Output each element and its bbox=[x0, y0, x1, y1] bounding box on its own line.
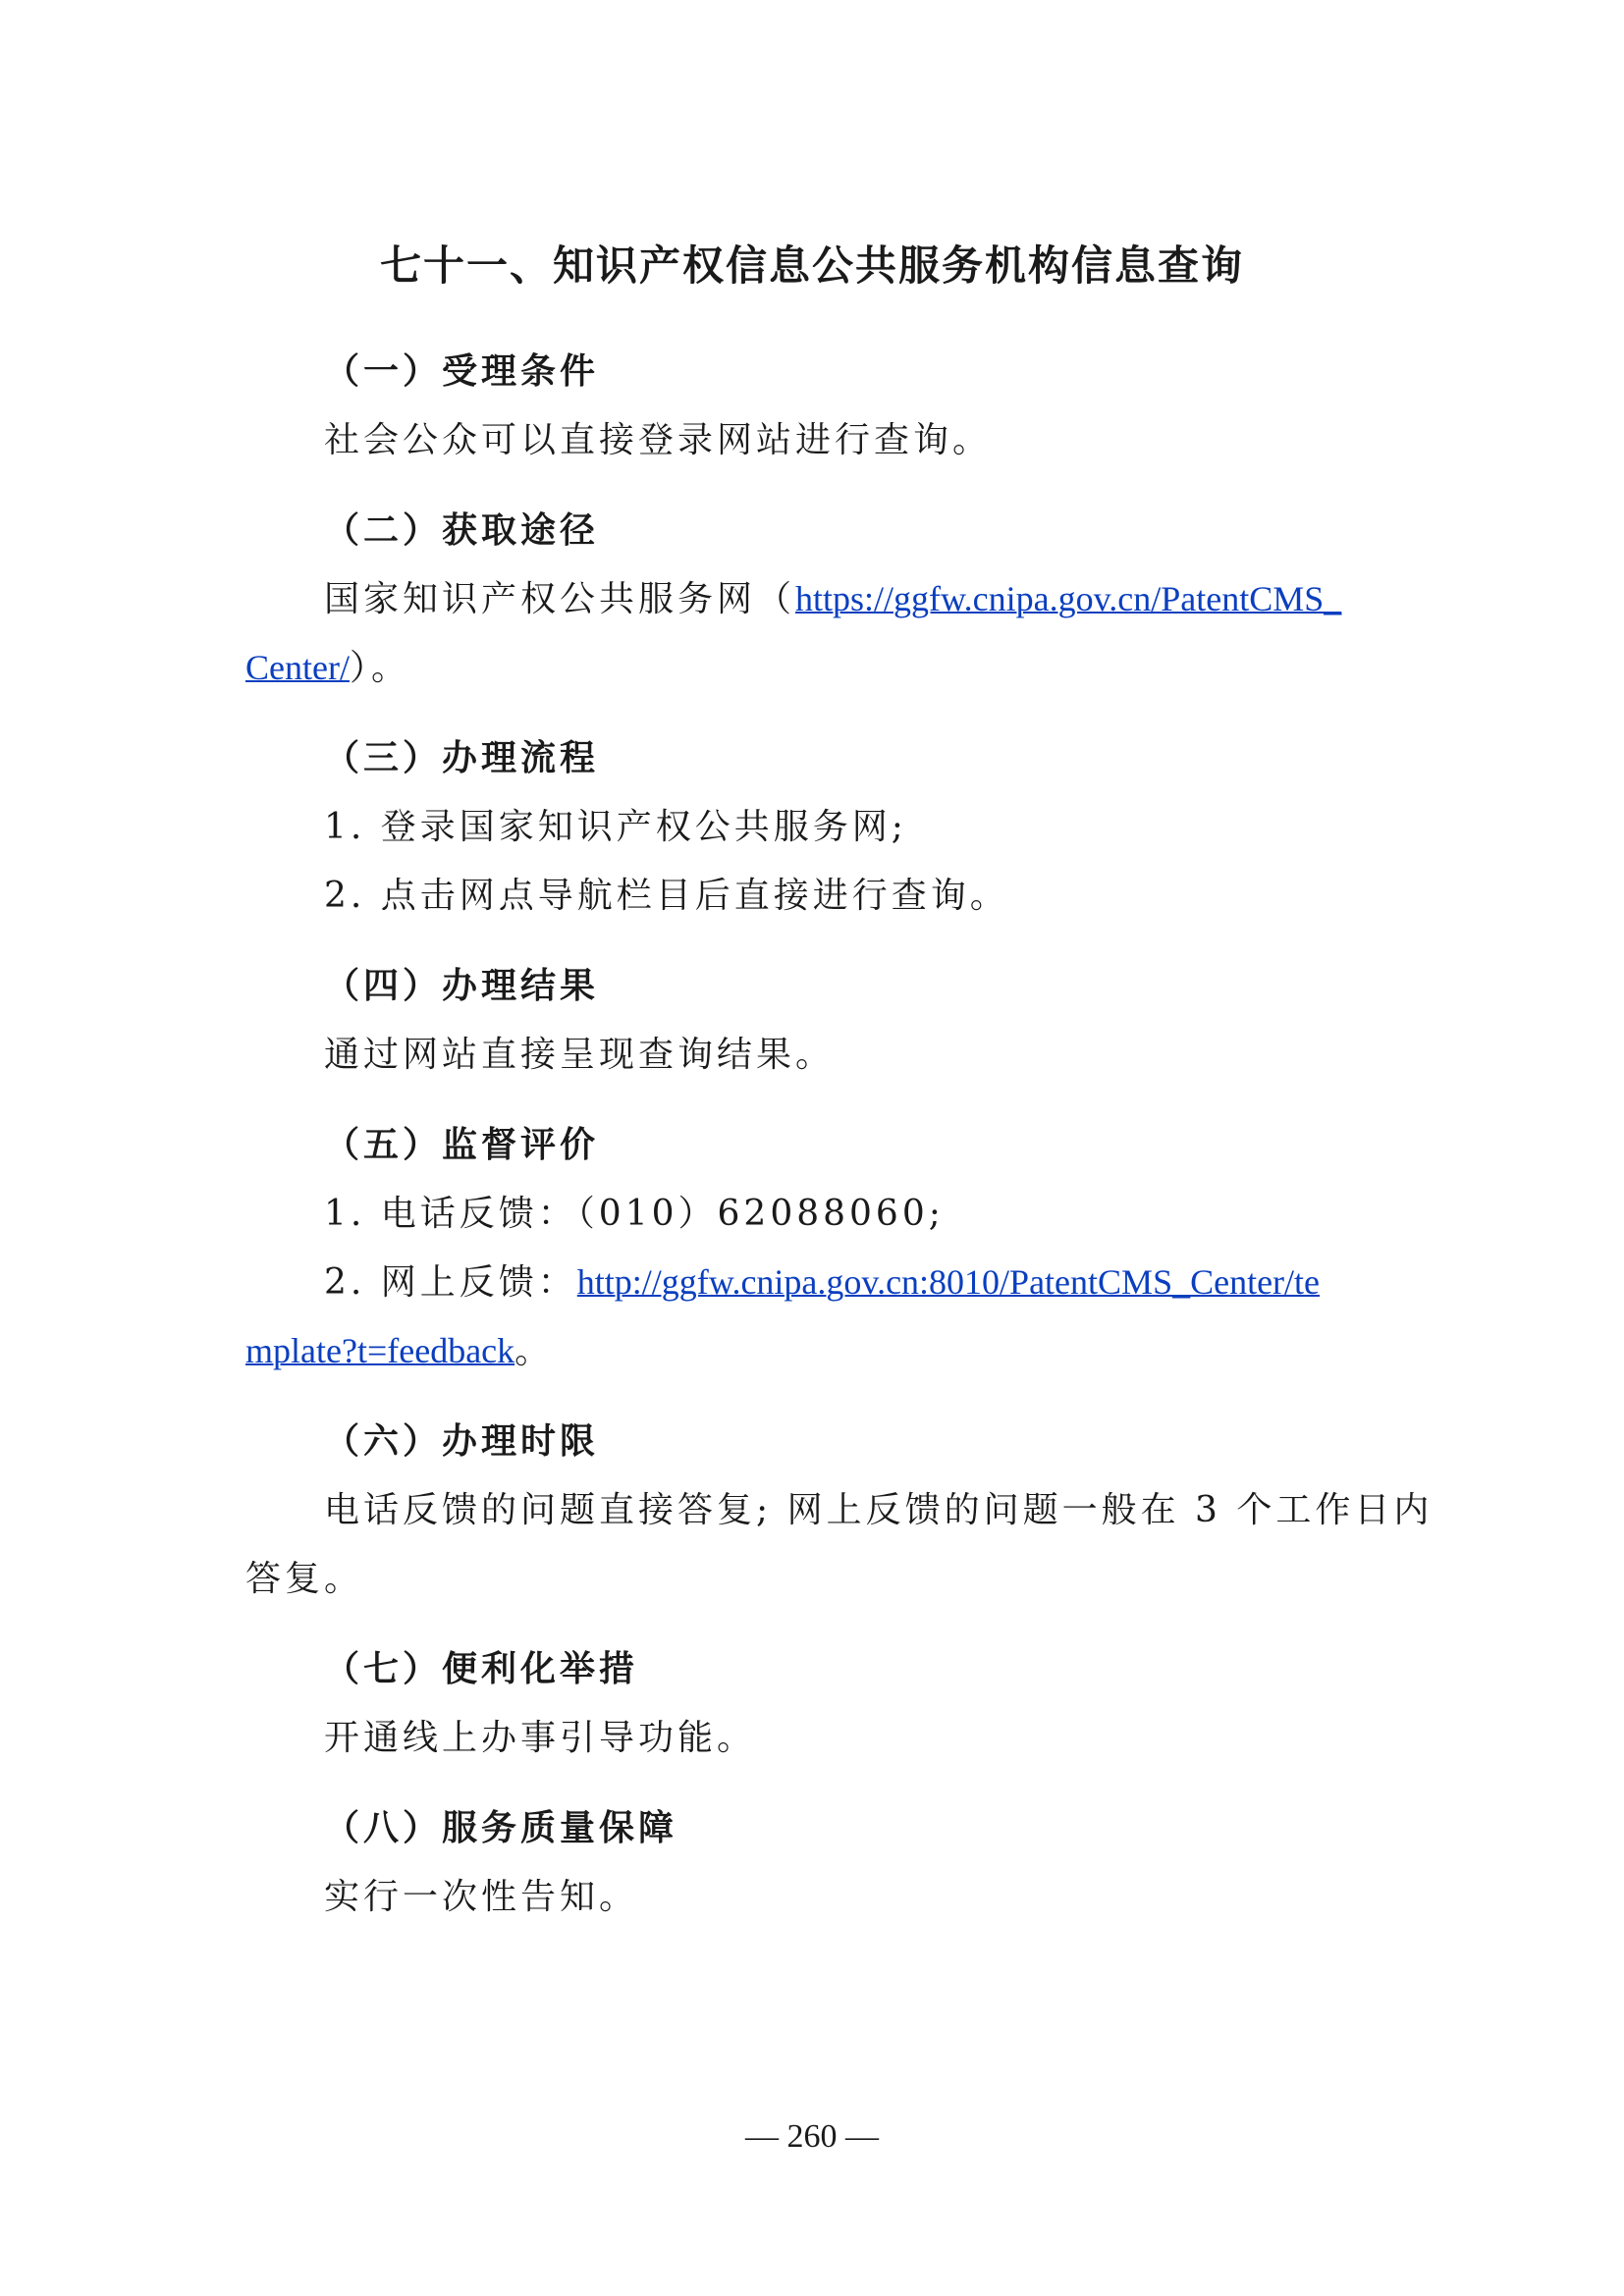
section-text-convenience: 开通线上办事引导功能。 bbox=[324, 1718, 757, 1758]
section-heading-quality: （八）服务质量保障 bbox=[324, 1807, 678, 1848]
supervision-online-prefix: 2. 网上反馈： bbox=[324, 1262, 577, 1303]
time-limit-line2: 答复。 bbox=[245, 1559, 364, 1599]
section-heading-convenience: （七）便利化举措 bbox=[324, 1648, 639, 1689]
feedback-link-part1[interactable]: http://ggfw.cnipa.gov.cn:8010/PatentCMS_Center/te bbox=[576, 1262, 1321, 1302]
supervision-online-line2 bbox=[245, 1323, 554, 1373]
process-step-2: 2. 点击网点导航栏目后直接进行查询。 bbox=[324, 876, 1009, 916]
section-text-access-line2 bbox=[245, 640, 410, 690]
section-text-access-line1 bbox=[324, 571, 1341, 621]
section-heading-time-limit: （六）办理时限 bbox=[324, 1420, 600, 1462]
access-link-part1[interactable]: https://ggfw.cnipa.gov.cn/PatentCMS_ bbox=[795, 579, 1342, 618]
process-step-1: 1. 登录国家知识产权公共服务网; bbox=[324, 807, 907, 847]
section-heading-supervision: （五）监督评价 bbox=[324, 1124, 600, 1165]
access-suffix: ）。 bbox=[349, 648, 410, 688]
section-heading-process: （三）办理流程 bbox=[324, 737, 600, 778]
access-prefix: 国家知识产权公共服务网（ bbox=[324, 579, 796, 619]
page-title: 七十一、知识产权信息公共服务机构信息查询 bbox=[379, 241, 1244, 290]
time-limit-line1: 电话反馈的问题直接答复; 网上反馈的问题一般在 3 个工作日内 bbox=[324, 1490, 1434, 1530]
section-text-result: 通过网站直接呈现查询结果。 bbox=[324, 1035, 836, 1075]
page-number: — 260 — bbox=[745, 2118, 879, 2155]
section-text-quality: 实行一次性告知。 bbox=[324, 1877, 639, 1917]
section-heading-access: （二）获取途径 bbox=[324, 509, 600, 551]
section-heading-result: （四）办理结果 bbox=[324, 965, 600, 1006]
section-heading-acceptance: （一）受理条件 bbox=[324, 350, 600, 392]
supervision-phone: 1. 电话反馈：（010）62088060; bbox=[324, 1194, 945, 1234]
supervision-online-line1 bbox=[324, 1255, 1320, 1305]
access-link-part2[interactable]: Center/ bbox=[245, 648, 350, 687]
feedback-link-part2[interactable]: mplate?t=feedback bbox=[245, 1331, 515, 1370]
section-text-acceptance: 社会公众可以直接登录网站进行查询。 bbox=[324, 420, 993, 460]
supervision-online-suffix: 。 bbox=[514, 1331, 555, 1371]
